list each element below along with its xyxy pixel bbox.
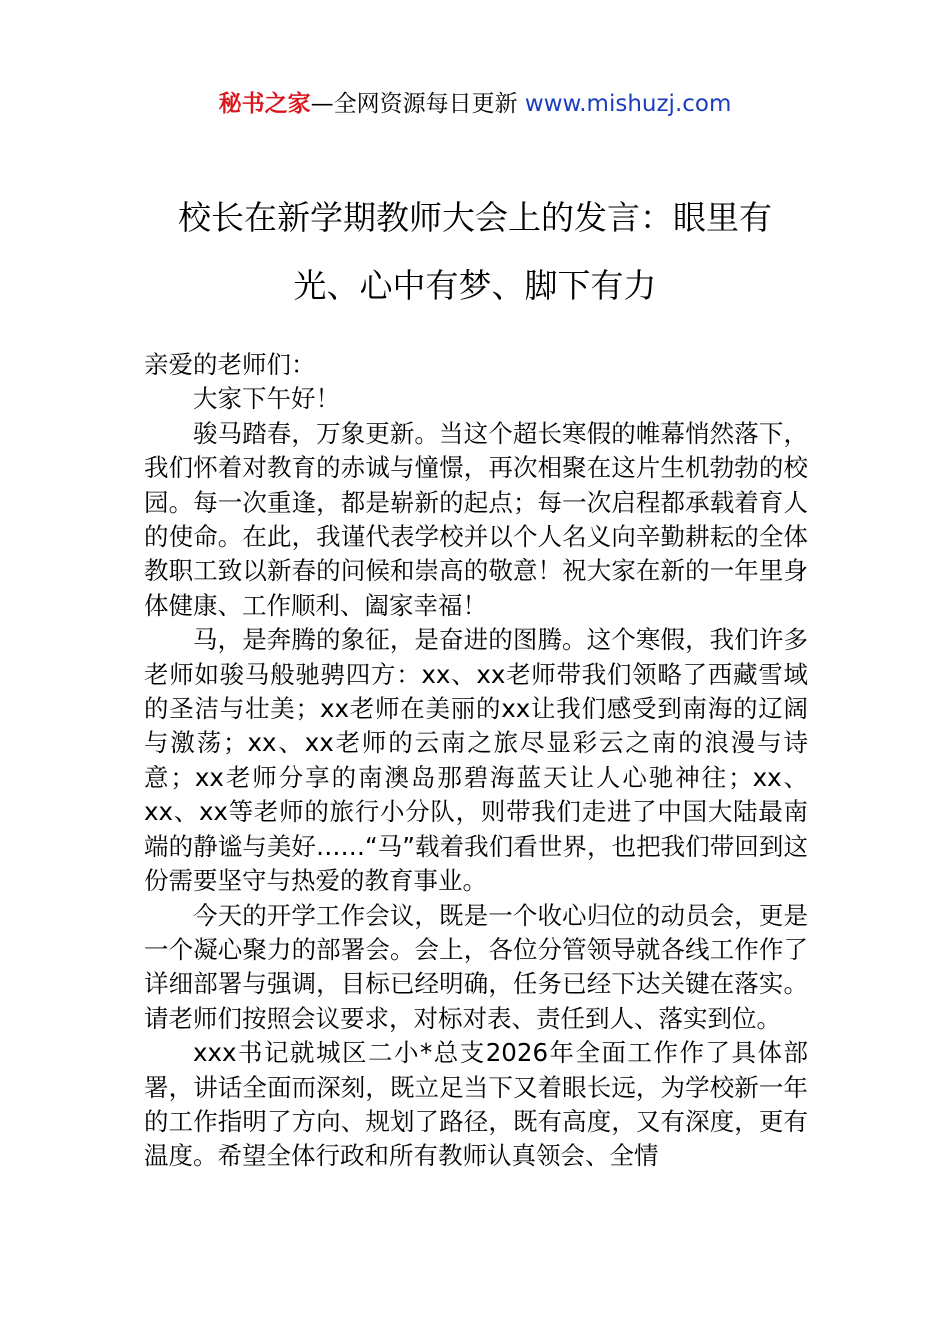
document-body xyxy=(144,348,808,1174)
site-url-link[interactable]: www.mishuzj.com xyxy=(524,91,732,117)
document-title xyxy=(150,184,800,320)
site-brand: 秘书之家 xyxy=(218,91,311,117)
title-line-1: 校长在新学期教师大会上的发言：眼里有 xyxy=(178,198,772,237)
site-slogan: —全网资源每日更新 xyxy=(310,91,525,117)
title-line-2: 光、心中有梦、脚下有力 xyxy=(293,266,657,305)
salutation: 亲爱的老师们： xyxy=(144,350,316,379)
site-header xyxy=(0,88,950,120)
paragraph: 骏马踏春，万象更新。当这个超长寒假的帷幕悄然落下，我们怀着对教育的赤诚与憧憬，再次相聚在这片生机勃勃的校园。每一次重逢，都是崭新的起点；每一次启程都承载着育人的使命。在此，我谨代表学校并以个人名义向辛勤耕耘的全体教职工致以新春的问候和崇高的敬意！祝大家在新的一年里身体健康、工作顺利、阖家幸福！ xyxy=(144,418,808,620)
paragraph-greeting: 大家下午好！ xyxy=(193,384,340,414)
paragraph: 马，是奔腾的象征，是奋进的图腾。这个寒假，我们许多老师如骏马般驰骋四方：xx、xx老师带我们领略了西藏雪域的圣洁与壮美；xx老师在美丽的xx让我们感受到南海的辽阔与激荡；xx、xx老师的云南之旅尽显彩云之南的浪漫与诗意；xx老师分享的南澳岛那碧海蓝天让人心驰神往；xx、xx、xx等老师的旅行小分队，则带我们走进了中国大陆最南端的静谧与美好……“马”载着我们看世界，也把我们带回到这份需要坚守与热爱的教育事业。 xyxy=(144,625,808,896)
paragraph: xxx书记就城区二小*总支2026年全面工作作了具体部署，讲话全面而深刻，既立足当下又着眼长远，为学校新一年的工作指明了方向、规划了路径，既有高度，又有深度，更有温度。希望全体行政和所有教师认真领会、全情 xyxy=(144,1038,808,1171)
paragraph: 今天的开学工作会议，既是一个收心归位的动员会，更是一个凝心聚力的部署会。会上，各位分管领导就各线工作作了详细部署与强调，目标已经明确，任务已经下达关键在落实。请老师们按照会议要求，对标对表、责任到人、落实到位。 xyxy=(144,900,808,1033)
